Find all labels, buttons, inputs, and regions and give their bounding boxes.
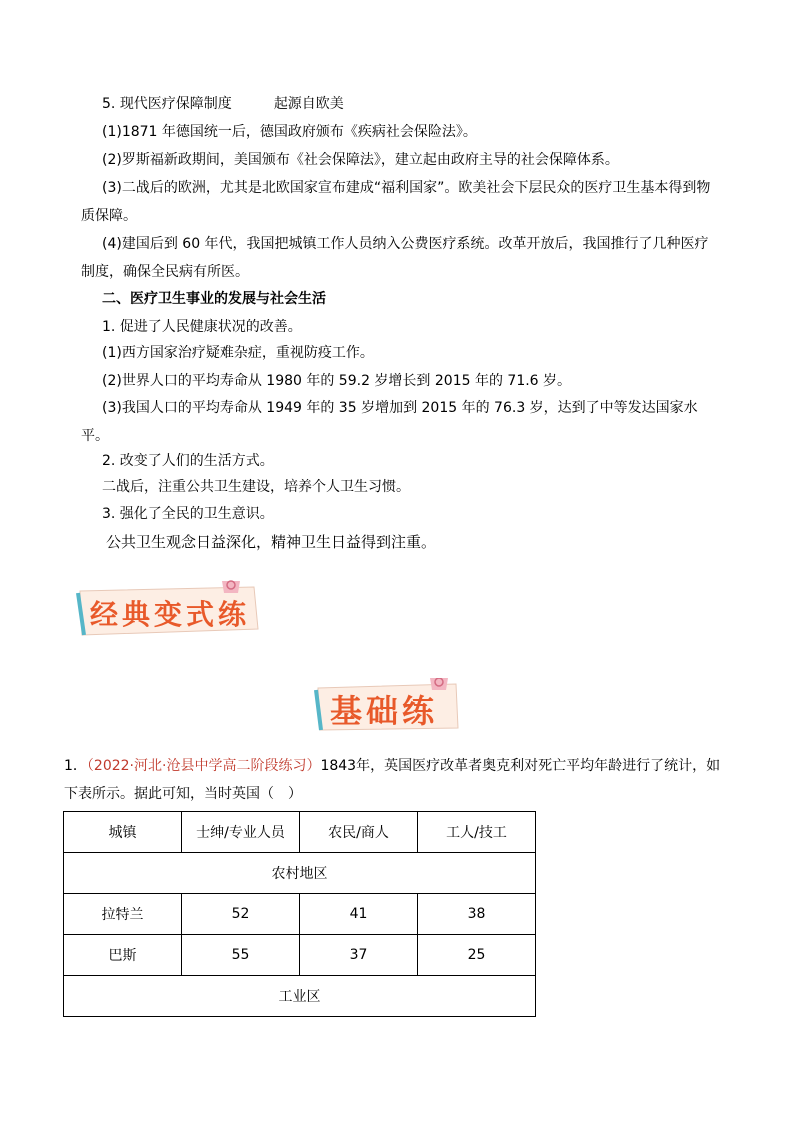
section5-item-1: (1)1871 年德国统一后，德国政府颁布《疾病社会保险法》。 — [102, 124, 477, 140]
section5-title: 现代医疗保障制度 — [119, 96, 232, 112]
table-header-row — [64, 812, 536, 853]
part2-point-1-item-1: (1)西方国家治疗疑难杂症，重视防疫工作。 — [102, 345, 374, 361]
part2-point-1: 1. 促进了人民健康状况的改善。 — [102, 319, 302, 335]
part2-point-2-text: 二战后，注重公共卫生建设，培养个人卫生习惯。 — [102, 479, 410, 495]
classic-practice-title: 经典变式练 — [90, 598, 251, 631]
part2-heading: 二、医疗卫生事业的发展与社会生活 — [102, 291, 326, 307]
table-cell: 拉特兰 — [64, 894, 182, 935]
table-header-cell: 农民/商人 — [300, 812, 418, 853]
table-cell: 37 — [300, 935, 418, 976]
section5-heading — [102, 95, 344, 113]
part2-point-1-item-3: (3)我国人口的平均寿命从 1949 年的 35 岁增加到 2015 年的 76.3 岁，达到了中等发达国家水平。 — [81, 400, 698, 444]
table-cell: 52 — [182, 894, 300, 935]
table-row — [64, 935, 536, 976]
classic-practice-banner — [72, 579, 262, 639]
section5-item-3: (3)二战后的欧洲，尤其是北欧国家宣布建成“福利国家”。欧美社会下层民众的医疗卫生基本得到物质保障。 — [81, 180, 711, 224]
table-header-cell: 士绅/专业人员 — [182, 812, 300, 853]
table-cell: 25 — [418, 935, 536, 976]
table-cell: 38 — [418, 894, 536, 935]
section5-item-2: (2)罗斯福新政期间，美国颁布《社会保障法》，建立起由政府主导的社会保障体系。 — [102, 152, 619, 168]
table-section-rural: 农村地区 — [64, 853, 536, 894]
part2-point-3: 3. 强化了全民的卫生意识。 — [102, 506, 274, 522]
basic-practice-banner — [312, 678, 462, 734]
table-section-row — [64, 853, 536, 894]
table-section-industrial: 工业区 — [64, 976, 536, 1017]
table-section-row — [64, 976, 536, 1017]
life-expectancy-table — [63, 811, 536, 1017]
part2-point-2: 2. 改变了人们的生活方式。 — [102, 453, 274, 469]
table-cell: 巴斯 — [64, 935, 182, 976]
basic-practice-title: 基础练 — [330, 692, 439, 730]
section5-item-4: (4)建国后到 60 年代，我国把城镇工作人员纳入公费医疗系统。改革开放后，我国推行了几种医疗制度，确保全民病有所医。 — [81, 236, 709, 280]
part2-point-1-item-2: (2)世界人口的平均寿命从 1980 年的 59.2 岁增长到 2015 年的 71.6 岁。 — [102, 373, 572, 389]
section5-origin: 起源自欧美 — [273, 96, 344, 112]
question-1 — [64, 752, 734, 808]
question-source: （2022·河北·沧县中学高二阶段练习） — [86, 758, 321, 774]
table-header-cell: 工人/技工 — [418, 812, 536, 853]
table-row — [64, 894, 536, 935]
table-header-cell: 城镇 — [64, 812, 182, 853]
question-number: 1． — [64, 758, 87, 774]
table-cell: 55 — [182, 935, 300, 976]
table-cell: 41 — [300, 894, 418, 935]
question-text: 1843年，英国医疗改革者奥克利对死亡平均年龄进行了统计，如下表所示。据此可知，当时英国（ ） — [64, 758, 721, 802]
section5-number: 5. — [102, 96, 116, 112]
part2-point-3-text: 公共卫生观念日益深化，精神卫生日益得到注重。 — [106, 533, 437, 551]
